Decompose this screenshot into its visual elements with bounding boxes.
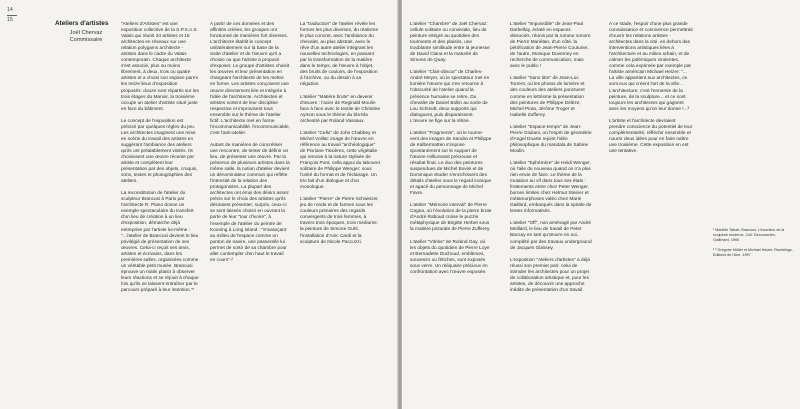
paragraph: La "traduction" de l'atelier révèle les formes les plus diverses, du réalisme le plus concret, avec l'ambiance du chevalet, au plus abstrait, avec le rêve d'un autre atelier intégrant les nouvelles technologies, en passant par la transformation de la matière dans le temps, de l'œuvre à l'objet, des bruits de couloirs, de l'exposition à l'archive, ou du dessin à sa négation. — [300, 22, 379, 88]
paragraph: L'atelier "Fragments", où le tourne-vent des images de Sandra et Philippe de Kalbermatten s'impose spontanément sur le support de l'œuvre millionnant précieuse et résultat final. Le duo des peintures suspendues de Michel Bovisi et de Dominique Studer s'enrichissent des détails d'atelier sous le regard ironique et agacé du personnage de Michel Favre. — [410, 130, 492, 197]
paragraph: L'atelier "Sans titre" de Jean-Luc Torrent, où les photos de lumière et des couleurs des ateliers ponctuent comme en lettrisme la présentation des peintures de Philippe Délèze, Michel Piota, Jérôme Troger et Isabelle Zufferey. — [510, 76, 585, 118]
paragraph: Le concept de l'exposition est précisé par quelques règles du jeu. Les architectes imaginent une mise en scène du travail des artistes en suggérant l'ambiance des ateliers qu'ils ont préalablement visités. Ils choisissent une œuvre récente par artiste et complètent leur présentation par des objets, croquis, sons, textes et photographies des ateliers. — [121, 118, 198, 185]
right-column-1 — [410, 22, 492, 282]
right-page — [402, 0, 800, 409]
paragraph: L'atelier "Impossible" de Jean-Paul Darbellay, éclaté en espaces dissociés, réunis par la rumeur sonore de Pierre Mariétan, d'un côté, la pétrification de Jean-Pierre Couturier, de l'autre, Monique Duverney en recherche de communication, mais avec le public ! — [510, 22, 591, 70]
left-page — [0, 0, 398, 409]
paragraph: L'exposition "Ateliers d'artistes" a déjà réussi son premier pari: celui de stimuler les architectes pour un projet de collaboration artistique et, pour les artistes, de découvrir une approche inédite de présentation d'un travail. — [510, 257, 590, 293]
paragraph: L'atelier "Ephémère" de Heidi Wenger, où l'aile du nouveau quand on n'a plus rien envie de faire. Le thème de la mutation au vif dans tous ses états : frottements entre chez Peter Wenger, bornes limites chez Helmut Steiner et métamorphoses vidéo chez Marie Gaillard, embarqués dans la spirale de textes informatisés. — [510, 160, 592, 215]
page-number-bottom: 15 — [7, 17, 13, 23]
article-title: Ateliers d'artistes — [55, 20, 109, 27]
author-role: Commissaire — [69, 37, 103, 43]
paragraph: L'atelier "Vitrine" de Roland Gay, où les objets du quotidien de Pierre Loye et Bernadette Duchoud, emblèmes, souvenirs ou fétiches, sont exposés sous verre. Un reliquaire précieux en confrontation avec l'œuvre exposée. — [410, 239, 490, 275]
footnote: ¹ Marielle Tabart, Brancusi, L'invention de la sculpture moderne, Coll. Découvertes, Gallimard, 1995 — [713, 228, 785, 242]
paragraph: L'atelier "Pierre" de Pierre Schweizer, jeu de ronde et de formes sous les couleurs primaires des regards convergents de trois femmes, à travers trois époques, trois médiums: la peinture de Simone Guhl, l'installation d'Anic Cardi et la sculpture de Nicole Paccozzi. — [300, 197, 379, 245]
footnote: ² ³ Gregoire Müller et Michael Heizer, Ramblings, Editions de l'Aire, 1997 — [713, 247, 793, 257]
paragraph: La reconstitution de l'atelier du sculpteur Brancusi à Paris par l'architecte R. Piano donne un exemple spectaculaire du transfert d'un lieu de création à un lieu d'exposition, démarche déjà entreprise par l'artiste lui-même : "...l'atelier de Brancusi devient le lieu privilégié de présentation de ses œuvres. Celui-ci reçoit ses amis, artistes et écrivains, dans les premières salles, organisées comme un véritable petit musée. Brancusi éprouve un malin plaisir à observer leurs réactions et se réjouit à chaque fois qu'ils se laissent entraîner par le parcours préparé à leur intention."¹ — [121, 191, 199, 293]
paragraph: L'atelier "Chambre" de Joël Chervaz: cellule solitaire ou conviviale, lieu de peinture intégré au quotidien des tourments et des plaisirs, une troublante similitude entre la jeunesse de David Clana et la maturité de Simone de Quay. — [410, 22, 490, 64]
paragraph: A ce stade, l'espoir d'une plus grande connaissance et connivence permettrait d'ouvrir les relations artistes - architectes dans la cité, en dehors des interventions artistiques liées à l'architecture et au milieu urbain, et de calmer les polémiques virulentes, comme cela exprimée par exemple par l'artiste américain Michael Heizer: "... La ville appartient aux architectes, ce sont eux qui créent l'art de la ville... L'architecture, c'est l'ennemie de la peinture, de la sculpture... et ce sont toujours les architectes qui gagnent avec les moyens qu'on leur donne !...³ — [609, 22, 693, 112]
left-column-2 — [210, 22, 290, 270]
paragraph: L'atelier "Cello" de John Chabbey et Michel Voillat: image de l'œuvre en référence au travail "archéologique" de Floriane Tissières, cette végétalie qui renvoie à la nature stylisée de François Pont, cella appui du tabouret solitaire de Philippe Wenger; sous l'unité du format et de l'éclairage. Un trio fait d'un dialogue et d'un monologue. — [300, 130, 381, 191]
right-column-3 — [609, 22, 693, 161]
paragraph: L'atelier "Matière brute" en devenir d'œuvre : l'acier de Reginald Moulin face à face avec le textile de Christine Aymon sous le thème du bla-bla orchestré par Roland Vassaux. — [300, 94, 381, 124]
left-column-3 — [300, 22, 380, 252]
paragraph: L'atelier "Off", non aménagé par André Meillard, le lieu de travail de Peter Bacsay en tant qu'œuvre en soi, complété par des travaux underground de Jacques Glassey. — [510, 221, 592, 251]
paragraph: "Ateliers d'Artistes" est une exposition collective de la S.P.S.A.S Valais qui réunit 34 artistes et 15 architectes en réseaux sur une relation polygams architecte - artistes dans le cadre du Valais contemporain. Chaque architecte s'est associé, plus ou moins librement, à deux, trois ou quatre artistes et a choisi son espace parmi les treize lieux d'exposition proposés: douze sont répartis sur les trois étages du Manoir, la troisième occupe un atelier d'artiste situé juste en face du bâtiment. — [121, 22, 199, 112]
page-number-rule — [7, 15, 17, 16]
article-byline — [66, 30, 106, 44]
paragraph: L'atelier "Mémoire interval" de Pierre Cagna, où l'évolution de la pierre brute d'André Raboud croise le puzzle métaphysique de Brigitte Herbet sous la matière picturale de Pierre Zufferey. — [410, 203, 492, 233]
paragraph: Autant de manières de concrétiser une rencontre, de tenter de définir un lieu, de présenter une œuvre. Par la présence de plusieurs artistes dans la même salle, la notion d'atelier devient un dénominateur commun qui reflète l'intensité de la relation des protagonistes. La plupart des architectes ont émis des désirs assez précis sur le choix des artistes qu'ils désiraient présenter; surpris, ceux-ci se sont laissés choisir en ouvrant la porte de leur "tour d'ivoire", à l'exemple de l'atelier du peintre de Kooning à Long Island : "S'avançant au milieu de l'espace comme un ponton de navire, une passerelle lui permet de sortir de sa chambre pour aller contempler d'en haut le travail en cours".² — [210, 142, 290, 263]
paragraph: A partir de ces données et des affinités créées, les groupes ont fonctionné de manières fort diverses. L'architecte établit le concept unilatéralement sur la base de la visite d'atelier et de l'œuvre qu'il a choisie ou que l'artiste a proposé d'exposer. Le groupe d'artistes choisit les œuvres et leur présentation en chargeant l'architecte de les mettre en forme. Les artistes conçoivent une œuvre directement liée et intégrée à l'idée de l'architecte. Architectes et artistes sortent de leur discipline respective et improvisent tous ensemble sur le thème de l'atelier fictif. L'architecte met en forme l'incommunicabilité, l'incommunicable, c'est l'anti-atelier. — [210, 22, 290, 136]
author-name: Joël Chervaz — [69, 30, 103, 36]
right-column-2 — [510, 22, 592, 300]
page-number-top: 14 — [7, 7, 13, 13]
left-column-1 — [121, 22, 199, 300]
paragraph: L'atelier "Espace-temps" de Jean-Pierre Giuliani, où l'esprit de géométrie d'Angel Duarte rejoint l'idée philosophique du mandala de Sabine Moulin. — [510, 124, 592, 154]
footnotes — [713, 228, 793, 263]
paragraph: L'artiste et l'architecte devraient prendre conscience du potentiel de leur complémentarité, réfléchir ensemble et nourrir deux idées pour en faire naître une troisième. Cette exposition en est une tentative. — [609, 118, 693, 154]
paragraph: L'atelier "Clair-obscur" de Charles-André Meyer, où le spectateur met en lumière l'œuvre qui s'en retourne à l'obscurité de l'atelier quand la présence humaine se retire. Du chevalet de Daniel Bollin au socle de Lou Schmidt, deux supports qui dialoguent, puis disparaissent. L'œuvre se fige sur la rétine. — [410, 70, 490, 124]
